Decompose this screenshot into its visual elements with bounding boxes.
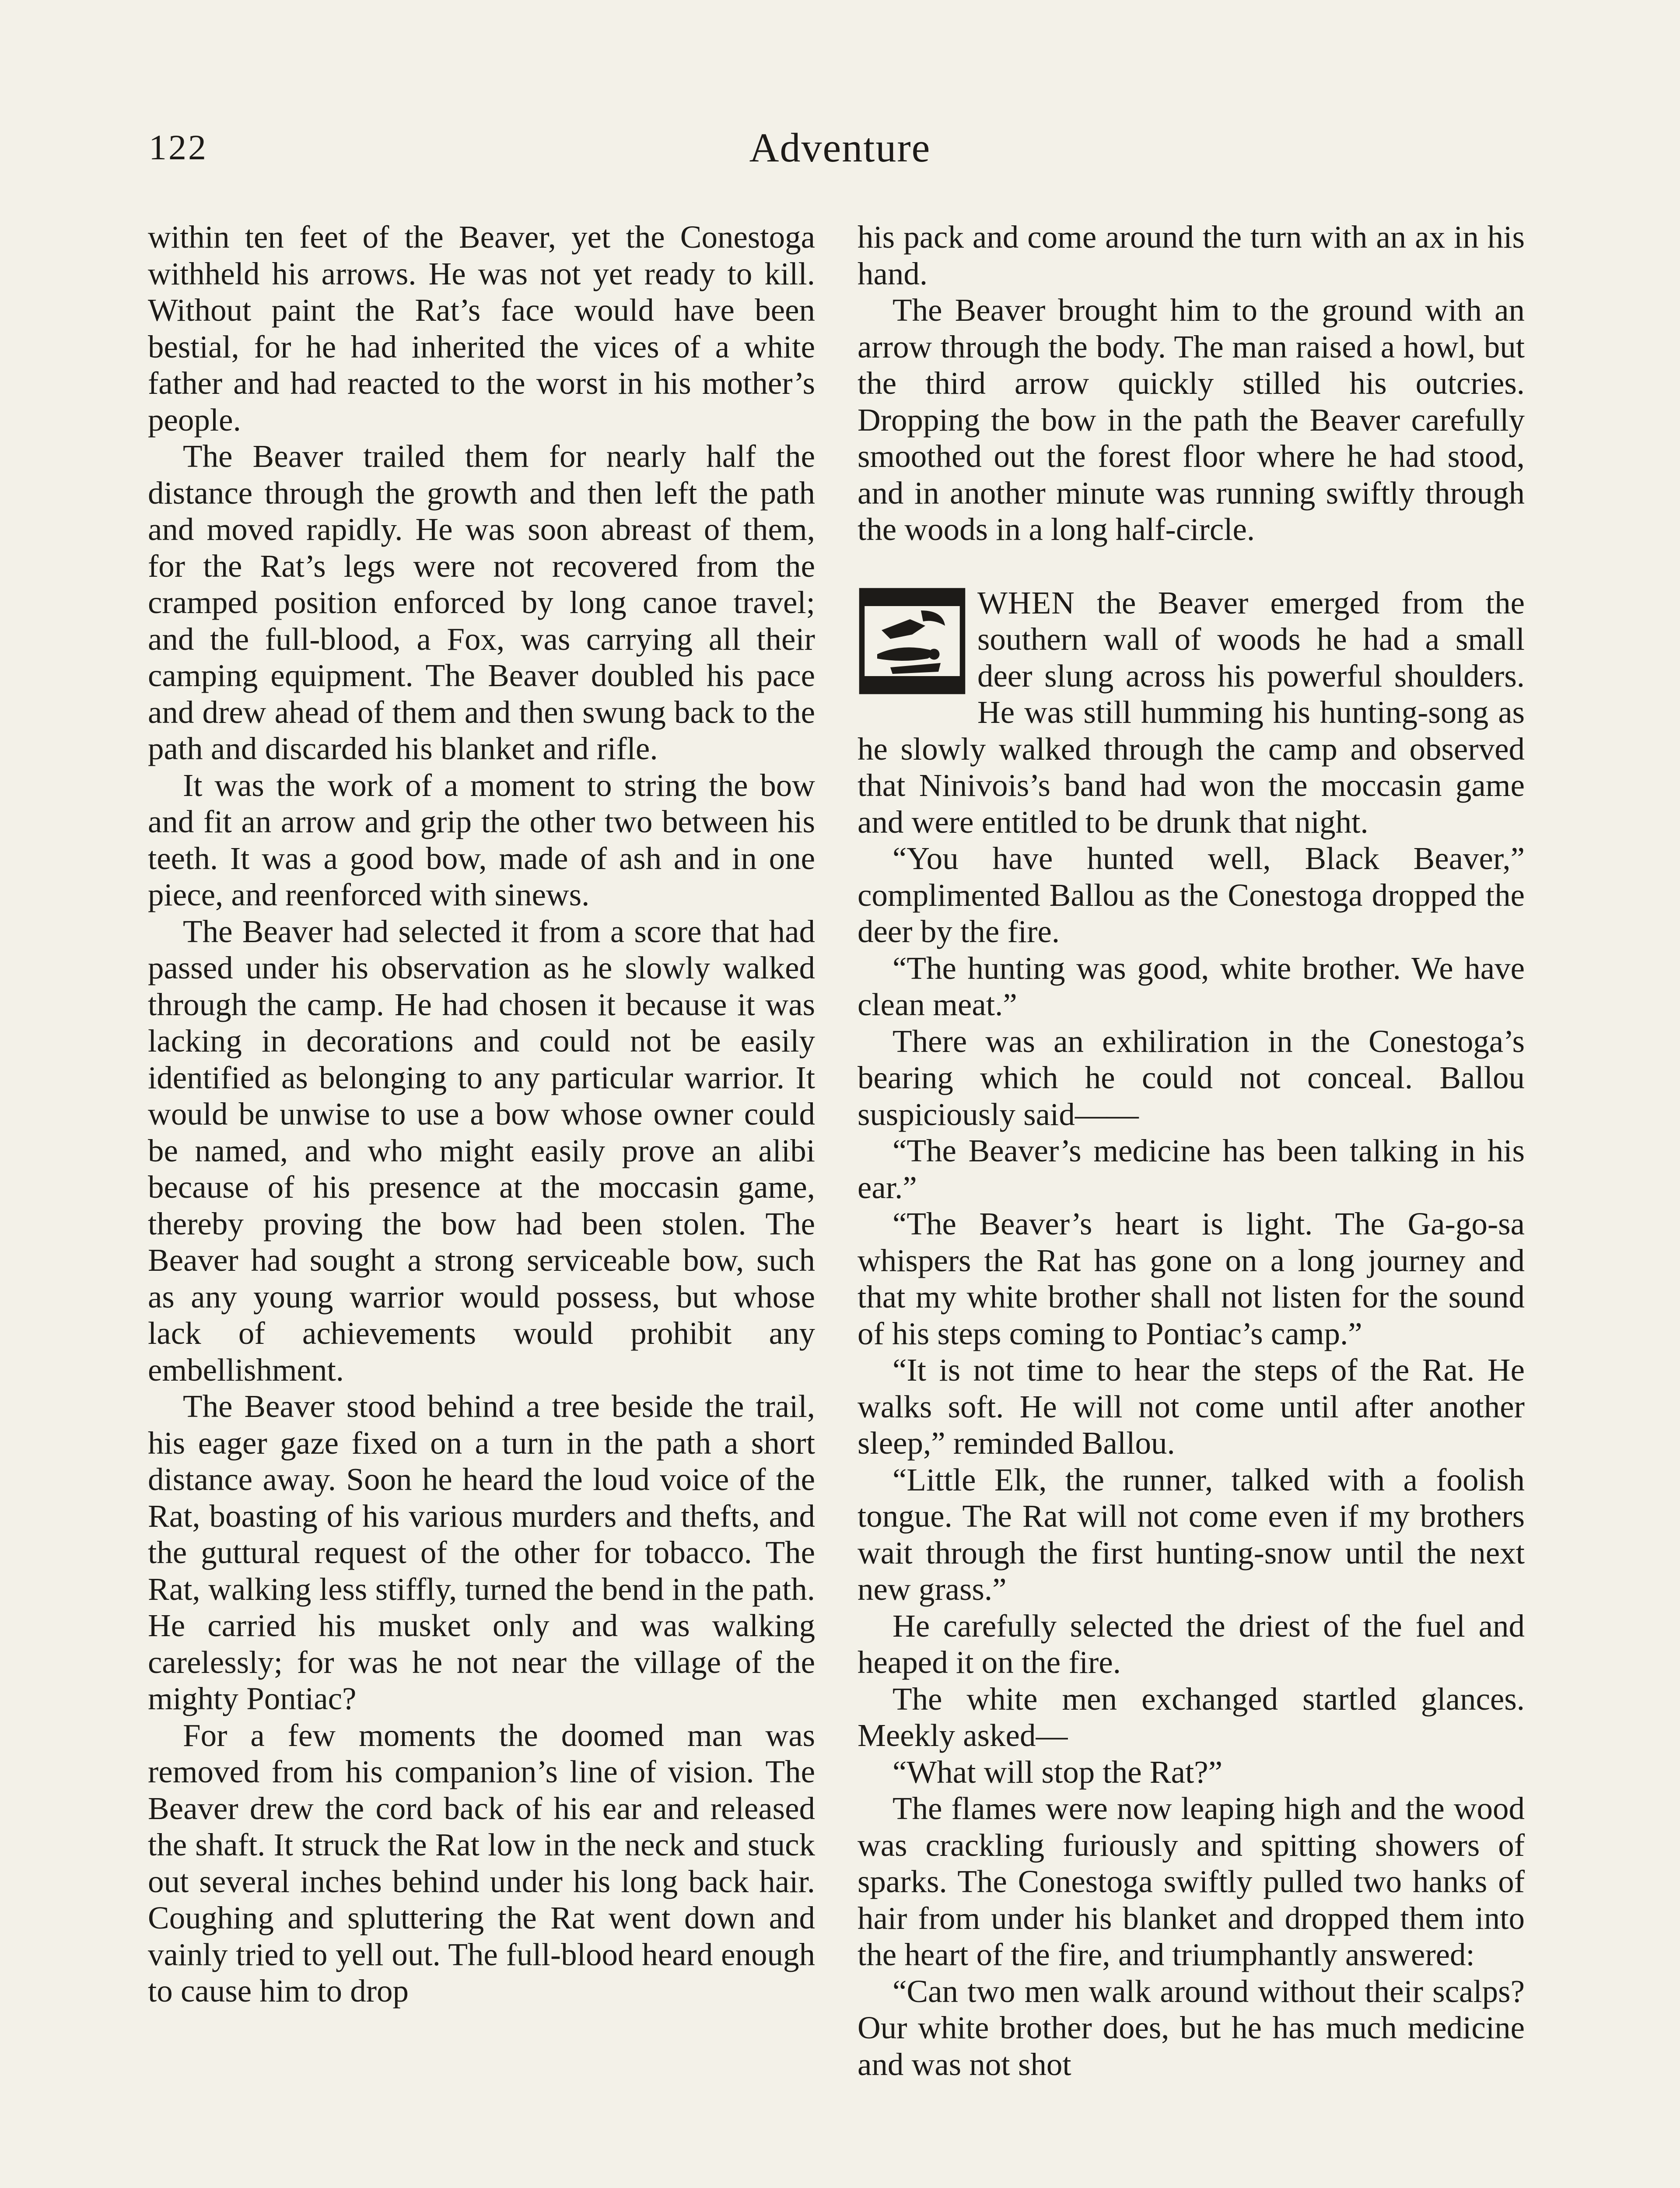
paragraph: “The Beaver’s heart is light. The Ga-go-sa whispers the Rat has gone on a long journey and that my white brother shall not listen for the sound of his steps coming to Pontiac’s camp.” (858, 1206, 1525, 1351)
section-break (858, 548, 1525, 585)
paragraph: The Beaver had selected it from a score that had passed under his observation as he slowly walked through the camp. He had chosen it because it was lacking in decorations and could not be easily identified as belonging to any particular warrior. It would be unwise to use a bow whose owner could be named, and who might easily prove an alibi because of his presence at the moccasin game, thereby proving the bow had been stolen. The Beaver had sought a strong serviceable bow, such as any young warrior would possess, but whose lack of achievements would prohibit any embellishment. (148, 913, 815, 1388)
right-column (858, 219, 1525, 2083)
paragraph: It was the work of a moment to string the bow and fit an arrow and grip the other two between his teeth. It was a good bow, made of ash and in one piece, and reenforced with sinews. (148, 767, 815, 912)
paragraph: his pack and come around the turn with an ax in his hand. (858, 219, 1525, 291)
paragraph: For a few moments the doomed man was removed from his companion’s line of vision. The Beaver drew the cord back of his ear and released the shaft. It struck the Rat low in the neck and stuck out several inches behind under his long back hair. Coughing and spluttering the Rat went down and vainly tried to yell out. The full-blood heard enough to cause him to drop (148, 1717, 815, 2009)
paragraph: “Can two men walk around without their scalps? Our white brother does, but he has much medicine and was not shot (858, 1973, 1525, 2082)
left-column (148, 219, 815, 2009)
paragraph: The white men exchanged startled glances. Meekly asked— (858, 1681, 1525, 1753)
paragraph: He carefully selected the driest of the fuel and heaped it on the fire. (858, 1608, 1525, 1680)
paragraph: “The hunting was good, white brother. We have clean meat.” (858, 950, 1525, 1022)
paragraph: The Beaver trailed them for nearly half the distance through the growth and then left the path and moved rapidly. He was soon abreast of them, for the Rat’s legs were not recovered from the cramped position enforced by long canoe travel; and the full-blood, a Fox, was carrying all their camping equipment. The Beaver doubled his pace and drew ahead of them and then swung back to the path and discarded his blanket and rifle. (148, 438, 815, 766)
paragraph: The flames were now leaping high and the wood was crackling furiously and spitting showers of sparks. The Conestoga swiftly pulled two hanks of hair from under his blanket and dropped them into the heart of the fire, and triumphantly answered: (858, 1791, 1525, 1972)
dropcap-paragraph (858, 585, 1525, 841)
magazine-title: Adventure (749, 125, 931, 171)
dropcap-paragraph-text: the Beaver emerged from the southern wall of woods he had a small deer slung across his powerful shoulders. He was still humming his hunting-song as he slowly walked through the camp and observed that Ninivois’s band had won the moccasin game and were entitled to be drunk that night. (858, 585, 1525, 840)
page-header (149, 127, 1531, 188)
page-number: 122 (149, 127, 208, 167)
paragraph: within ten feet of the Beaver, yet the Conestoga withheld his arrows. He was not yet ready to kill. Without paint the Rat’s face would have been bestial, for he had inherited the vices of a white father and had reacted to the worst in his mother’s people. (148, 219, 815, 438)
paragraph: “The Beaver’s medicine has been talking in his ear.” (858, 1133, 1525, 1205)
dropcap-lead-in: WHEN (977, 585, 1075, 621)
paragraph: There was an exhiliration in the Conestoga’s bearing which he could not conceal. Ballou suspiciously said—— (858, 1023, 1525, 1132)
paragraph: The Beaver brought him to the ground with an arrow through the body. The man raised a howl, but the third arrow quickly stilled his outcries. Dropping the bow in the path the Beaver carefully smoothed out the forest floor where he had stood, and in another minute was running swiftly through the woods in a long half-circle. (858, 292, 1525, 547)
paragraph: “You have hunted well, Black Beaver,” complimented Ballou as the Conestoga dropped the deer by the fire. (858, 841, 1525, 949)
decorative-initial-W-icon (858, 586, 967, 696)
paragraph: “It is not time to hear the steps of the Rat. He walks soft. He will not come until after another sleep,” reminded Ballou. (858, 1352, 1525, 1461)
paragraph: “What will stop the Rat?” (892, 1754, 1223, 1790)
paragraph: The Beaver stood behind a tree beside the trail, his eager gaze fixed on a turn in the path a short distance away. Soon he heard the loud voice of the Rat, boasting of his various murders and thefts, and the guttural request of the other for tobacco. The Rat, walking less stiffly, turned the bend in the path. He carried his musket only and was walking carelessly; for was he not near the village of the mighty Pontiac? (148, 1389, 815, 1716)
paragraph: “Little Elk, the runner, talked with a foolish tongue. The Rat will not come even if my brothers wait through the first hunting-snow until the next new grass.” (858, 1462, 1525, 1607)
